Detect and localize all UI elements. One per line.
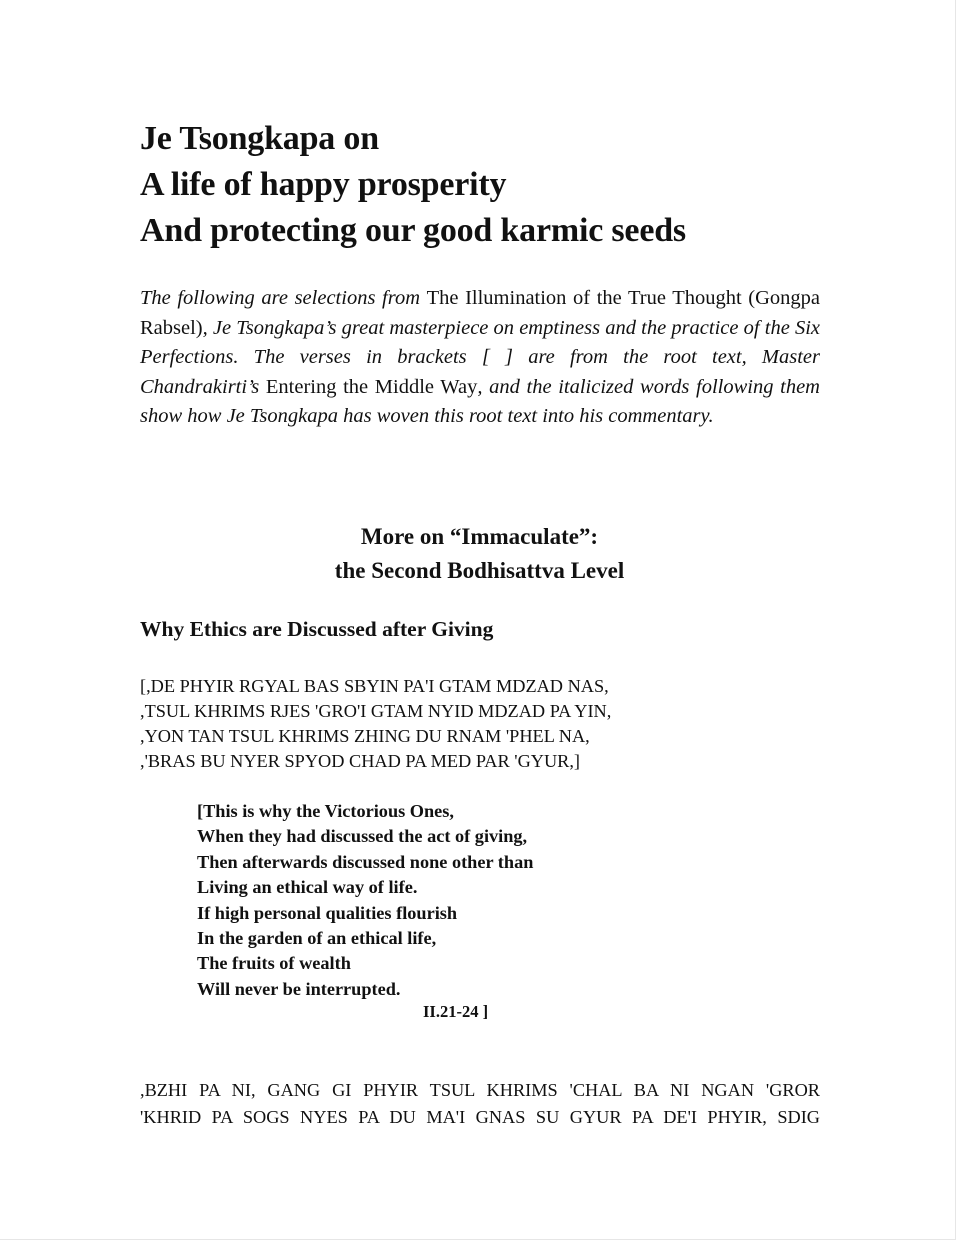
section-heading: More on “Immaculate”: (360, 524, 599, 549)
intro-segment: The following are selections from (140, 287, 427, 309)
english-verse-line: In the garden of an ethical life, (197, 928, 437, 949)
tibetan-commentary-line: 'KHRID PA SOGS NYES PA DU MA'I GNAS SU GYUR PA DE'I PHYIR, SDIG (140, 1107, 820, 1127)
tibetan-verse (140, 674, 611, 774)
english-verse-line: [This is why the Victorious Ones, (197, 801, 454, 821)
english-verse-line: The fruits of wealth (197, 953, 351, 974)
title-line: And protecting our good karmic seeds (140, 212, 686, 249)
subsection-heading: Why Ethics are Discussed after Giving (140, 617, 494, 641)
tibetan-verse-line: ,'BRAS BU NYER SPYOD CHAD PA MED PAR 'GYUR,] (140, 751, 581, 771)
english-verse-line: When they had discussed the act of giving, (197, 826, 528, 847)
intro-book-title: The Illumination of the True Thought (Gongpa Rabsel) (140, 287, 821, 339)
tibetan-commentary-line: ,BZHI PA NI, GANG GI PHYIR TSUL KHRIMS 'CHAL BA NI NGAN 'GROR (140, 1080, 820, 1100)
intro-paragraph (140, 284, 820, 432)
intro-book-title: Entering the Middle Way (265, 375, 478, 398)
english-verse-line: Then afterwards discussed none other than (197, 851, 534, 872)
tibetan-commentary (140, 1077, 820, 1131)
english-verse-line: Living an ethical way of life. (197, 877, 418, 898)
title-line: Je Tsongkapa on (140, 120, 379, 157)
section-heading: the Second Bodhisattva Level (334, 558, 625, 583)
intro-segment: , Je Tsongkapa’s great masterpiece on emptiness and the practice of the Six Perfections. The verses in brackets [ ] are from the root text, Master Chandrakirti’s (140, 316, 820, 398)
title-line: A life of happy prosperity (140, 166, 507, 203)
verse-reference: II.21-24 ] (423, 1002, 489, 1021)
english-verse-line: Will never be interrupted. (197, 978, 401, 999)
english-verse (197, 799, 533, 1002)
tibetan-verse-line: ,TSUL KHRIMS RJES 'GRO'I GTAM NYID MDZAD PA YIN, (140, 701, 612, 721)
intro-segment: , and the italicized words following them show how Je Tsongkapa has woven this root text into his commentary. (140, 375, 820, 428)
tibetan-verse-line: ,YON TAN TSUL KHRIMS ZHING DU RNAM 'PHEL NA, (140, 726, 590, 746)
english-verse-line: If high personal qualities flourish (197, 902, 458, 923)
tibetan-verse-line: [,DE PHYIR RGYAL BAS SBYIN PA'I GTAM MDZAD NAS, (140, 676, 609, 696)
document-title (140, 116, 686, 254)
